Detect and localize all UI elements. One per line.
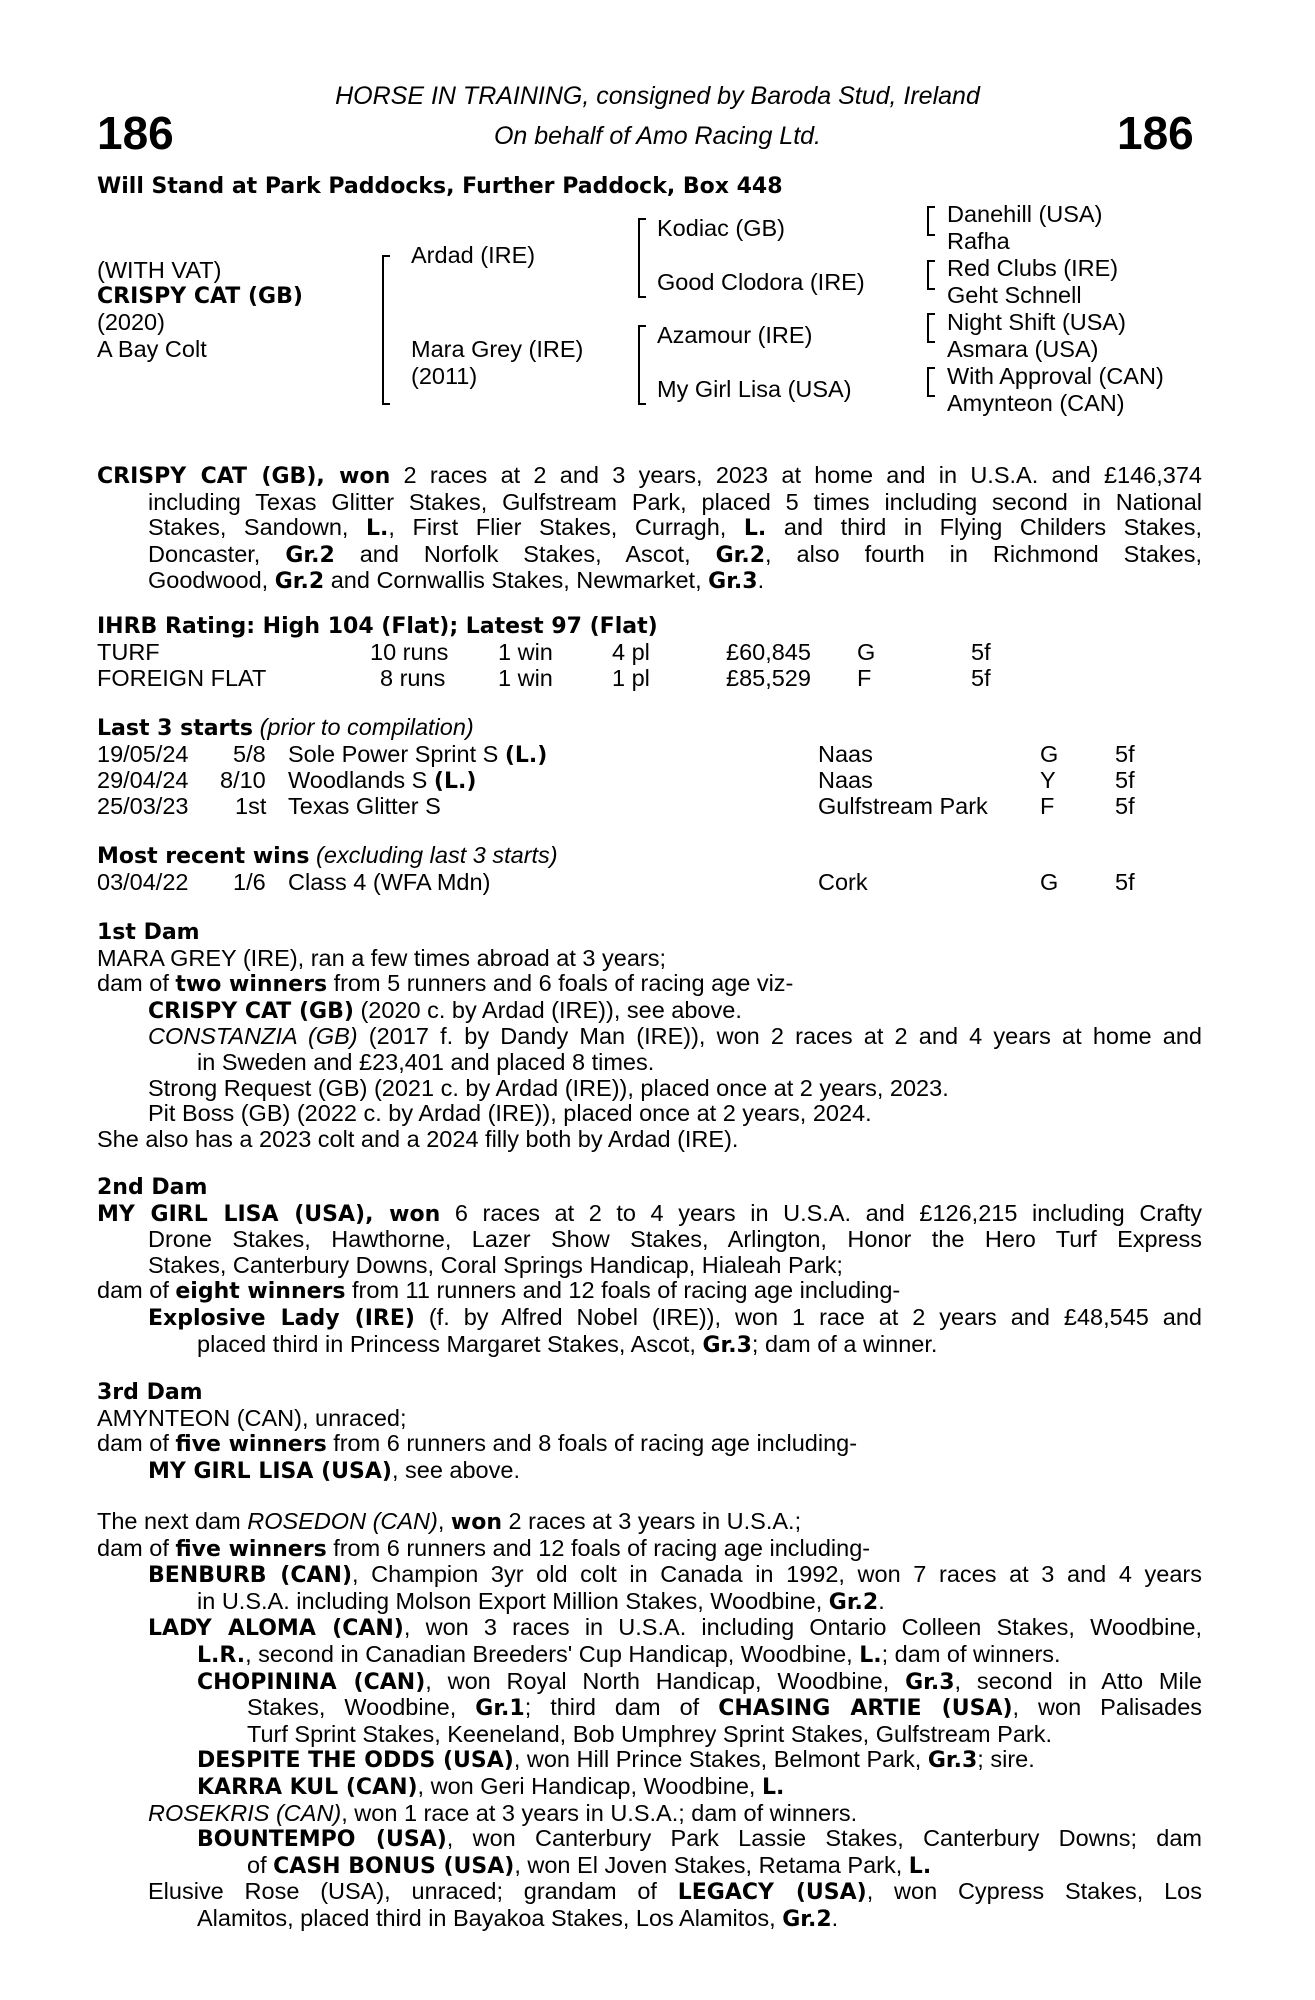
pedigree-dam-dam: My Girl Lisa (USA) (657, 376, 852, 402)
first-dam-heading: 1st Dam (97, 920, 200, 945)
catalogue-subtitle: On behalf of Amo Racing Ltd. (493, 122, 822, 150)
pedigree-g3-4: Geht Schnell (947, 282, 1082, 308)
catalogue-title: HORSE IN TRAINING, consigned by Baroda Stud, Ireland (335, 82, 980, 110)
last-starts-heading: Last 3 starts (prior to compilation) (97, 714, 474, 741)
pedigree-g3-3: Red Clubs (IRE) (947, 255, 1119, 281)
horse-description: A Bay Colt (97, 336, 207, 362)
pedigree-dam-sire: Azamour (IRE) (657, 322, 813, 348)
vat-note: (WITH VAT) (97, 257, 222, 283)
pedigree-g3-5: Night Shift (USA) (947, 309, 1126, 335)
horse-name: CRISPY CAT (GB) (97, 284, 303, 309)
pedigree-bracket-g2 (927, 260, 929, 290)
rating-heading: IHRB Rating: High 104 (Flat); Latest 97 (Flat) (97, 614, 658, 639)
pedigree-dam: Mara Grey (IRE) (411, 336, 584, 362)
pedigree-bracket-main (382, 255, 384, 405)
lot-number-right: 186 (1117, 107, 1194, 159)
pedigree-bracket-g1 (927, 206, 929, 236)
second-dam-section: 2nd Dam MY GIRL LISA (USA), won 6 races at 2 to 4 years in U.S.A. and £126,215 including Crafty Drone Stakes, Hawthorne, Lazer Show Stakes, Arlington, Honor the Hero Turf Express Stakes, Canterbury Downs, Coral Springs Handicap, Hialeah Park; dam of eight winners from 11 runners and 12 foals of racing age including- Explosive Lady (IRE) (f. by Alfred Nobel (IRE)), won 1 race at 2 years and £48,545 and placed third in Princess Margaret Stakes, Ascot, Gr.3; dam of a winner. (97, 1175, 1203, 1358)
pedigree-bracket-sire (638, 218, 640, 298)
lot-number-left: 186 (97, 107, 174, 159)
recent-wins-heading: Most recent wins (excluding last 3 starts) (97, 842, 558, 869)
pedigree-g3-2: Rafha (947, 228, 1010, 254)
next-dam-section: The next dam ROSEDON (CAN), won 2 races at 3 years in U.S.A.; dam of five winners from 6 runners and 12 foals of racing age including- BENBURB (CAN), Champion 3yr old colt in Canada in 1992, won 7 races at 3 and 4 years in U.S.A. including Molson Export Million Stakes, Woodbine, Gr.2. LADY ALOMA (CAN), won 3 races in U.S.A. including Ontario Colleen Stakes, Woodbine, L.R., second in Canadian Breeders' Cup Handicap, Woodbine, L.; dam of winners. CHOPININA (CAN), won Royal North Handicap, Woodbine, Gr.3, second in Atto Mile Stakes, Woodbine, Gr.1; third dam of CHASING ARTIE (USA), won Palisades Turf Sprint Stakes, Keeneland, Bob Umphrey Sprint Stakes, Gulfstream Park. DESPITE THE ODDS (USA), won Hill Prince Stakes, Belmont Park, Gr.3; sire. KARRA KUL (CAN), won Geri Handicap, Woodbine, L. ROSEKRIS (CAN), won 1 race at 3 years in U.S.A.; dam of winners. BOUNTEMPO (USA), won Canterbury Park Lassie Stakes, Canterbury Downs; dam of CASH BONUS (USA), won El Joven Stakes, Retama Park, L. Elusive Rose (USA), unraced; grandam of LEGACY (USA), won Cypress Stakes, Los Alamitos, placed third in Bayakoa Stakes, Los Alamitos, Gr.2. (97, 1508, 1203, 1932)
second-dam-heading: 2nd Dam (97, 1175, 208, 1200)
pedigree-bracket-dam (638, 325, 640, 405)
first-dam-section: 1st Dam MARA GREY (IRE), ran a few times abroad at 3 years; dam of two winners from 5 runners and 6 foals of racing age viz- CRISPY CAT (GB) (2020 c. by Ardad (IRE)), see above. CONSTANZIA (GB) (2017 f. by Dandy Man (IRE)), won 2 races at 2 and 4 years at home and in Sweden and £23,401 and placed 8 times. Strong Request (GB) (2021 c. by Ardad (IRE)), placed once at 2 years, 2023. Pit Boss (GB) (2022 c. by Ardad (IRE)), placed once at 2 years, 2024. She also has a 2023 colt and a 2024 filly both by Ardad (IRE). (97, 920, 1202, 1152)
pedigree-g3-8: Amynteon (CAN) (947, 390, 1125, 416)
pedigree-sire: Ardad (IRE) (411, 242, 536, 268)
pedigree-g3-7: With Approval (CAN) (947, 363, 1164, 389)
pedigree-g3-6: Asmara (USA) (947, 336, 1099, 362)
pedigree-g3-1: Danehill (USA) (947, 201, 1103, 227)
third-dam-section: 3rd Dam AMYNTEON (CAN), unraced; dam of five winners from 6 runners and 8 foals of racing age including- MY GIRL LISA (USA), see above. (97, 1380, 1202, 1484)
third-dam-heading: 3rd Dam (97, 1380, 203, 1405)
pedigree-sire-dam: Good Clodora (IRE) (657, 269, 865, 295)
stand-location: Will Stand at Park Paddocks, Further Paddock, Box 448 (97, 174, 783, 199)
pedigree-bracket-g4 (927, 367, 929, 397)
horse-year: (2020) (97, 309, 165, 335)
race-summary: CRISPY CAT (GB), won 2 races at 2 and 3 years, 2023 at home and in U.S.A. and £146,374 including Texas Glitter Stakes, Gulfstream Park, placed 5 times including second in National Stakes, Sandown, L., First Flier Stakes, Curragh, L. and third in Flying Childers Stakes, Doncaster, Gr.2 and Norfolk Stakes, Ascot, Gr.2, also fourth in Richmond Stakes, Goodwood, Gr.2 and Cornwallis Stakes, Newmarket, Gr.3. (97, 462, 1203, 595)
pedigree-dam-year: (2011) (411, 363, 478, 389)
pedigree-bracket-g3 (927, 313, 929, 343)
pedigree-sire-sire: Kodiac (GB) (657, 215, 785, 241)
